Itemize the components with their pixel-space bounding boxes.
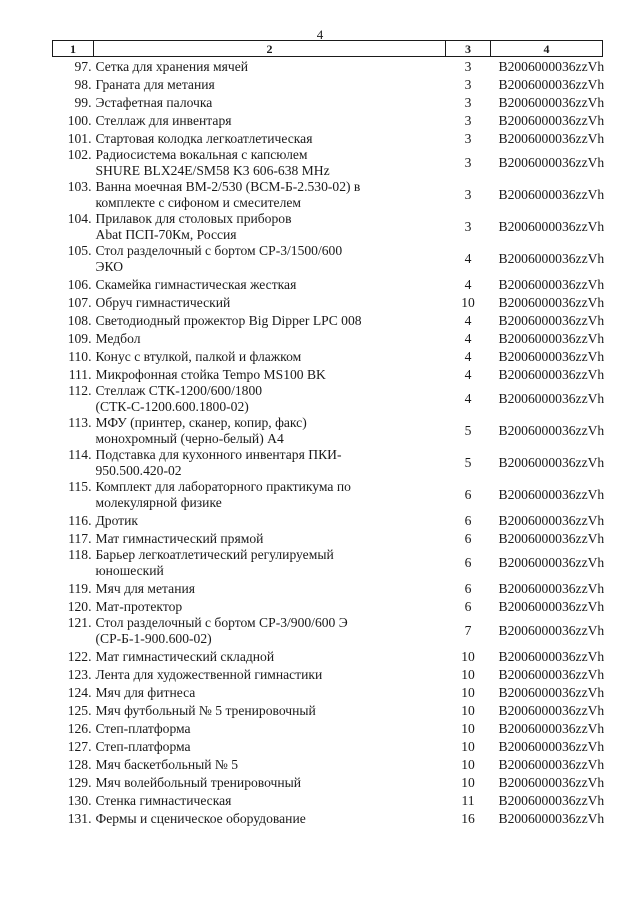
row-number: 125. — [67, 703, 92, 718]
row-number: 110. — [68, 349, 92, 364]
item-quantity: 6 — [464, 555, 472, 570]
table-row — [53, 773, 603, 791]
item-name — [94, 615, 446, 647]
row-number: 121. — [67, 615, 92, 630]
table-row — [53, 329, 603, 347]
item-name-line: юношеский — [95, 563, 164, 578]
row-number: 103. — [67, 179, 92, 194]
item-quantity: 7 — [464, 623, 472, 638]
item-code: B2006000036zzVh — [498, 59, 605, 74]
table-row — [53, 809, 603, 827]
item-name — [94, 311, 446, 329]
item-quantity: 3 — [464, 95, 472, 110]
item-code: B2006000036zzVh — [498, 313, 605, 328]
table-row — [53, 791, 603, 809]
table-row — [53, 93, 603, 111]
item-quantity: 6 — [464, 531, 472, 546]
item-quantity: 10 — [461, 775, 475, 790]
row-number: 112. — [68, 383, 92, 398]
table-row — [53, 383, 603, 415]
item-code: B2006000036zzVh — [498, 793, 605, 808]
table-row — [53, 243, 603, 275]
item-name-line: Подставка для кухонного инвентаря ПКИ- — [95, 447, 342, 462]
item-quantity: 3 — [464, 113, 472, 128]
item-name — [94, 415, 446, 447]
item-quantity: 3 — [464, 59, 472, 74]
item-name — [94, 111, 446, 129]
item-code: B2006000036zzVh — [498, 113, 605, 128]
table-row — [53, 211, 603, 243]
item-quantity: 5 — [464, 423, 472, 438]
item-code: B2006000036zzVh — [498, 623, 605, 638]
row-number: 105. — [67, 243, 92, 258]
item-name-line: Эстафетная палочка — [95, 95, 213, 110]
item-name-line: Стол разделочный с бортом СР-3/1500/600 — [95, 243, 343, 258]
row-number: 109. — [67, 331, 92, 346]
item-quantity: 10 — [461, 739, 475, 754]
table-row — [53, 511, 603, 529]
item-quantity: 10 — [461, 703, 475, 718]
table-row — [53, 615, 603, 647]
item-quantity: 3 — [464, 219, 472, 234]
row-number: 118. — [68, 547, 92, 562]
table-row — [53, 755, 603, 773]
item-name — [94, 597, 446, 615]
item-code: B2006000036zzVh — [498, 685, 605, 700]
item-name-line: Дротик — [95, 513, 139, 528]
table-row — [53, 293, 603, 311]
item-name — [94, 75, 446, 93]
item-name-line: Мяч баскетбольный № 5 — [95, 757, 239, 772]
row-number: 131. — [67, 811, 92, 826]
item-quantity: 6 — [464, 581, 472, 596]
header-col-2: 2 — [94, 41, 446, 57]
item-name — [94, 275, 446, 293]
item-quantity: 3 — [464, 155, 472, 170]
item-quantity: 4 — [464, 349, 472, 364]
item-name — [94, 529, 446, 547]
item-name — [94, 773, 446, 791]
table-row — [53, 737, 603, 755]
item-name-line: SHURE BLX24E/SM58 K3 606-638 MHz — [95, 163, 330, 178]
row-number: 102. — [67, 147, 92, 162]
item-name-line: Стеллаж для инвентаря — [95, 113, 232, 128]
row-number: 123. — [67, 667, 92, 682]
item-name — [94, 683, 446, 701]
item-name-line: молекулярной физике — [95, 495, 222, 510]
item-code: B2006000036zzVh — [498, 95, 605, 110]
item-name-line: Мяч волейбольный тренировочный — [95, 775, 302, 790]
item-name-line: Радиосистема вокальная с капсюлем — [95, 147, 308, 162]
item-name-line: Прилавок для столовых приборов — [95, 211, 292, 226]
item-name-line: Мяч для фитнеса — [95, 685, 196, 700]
table-row — [53, 111, 603, 129]
item-name-line: монохромный (черно-белый) А4 — [95, 431, 284, 446]
item-quantity: 10 — [461, 757, 475, 772]
header-col-1: 1 — [53, 41, 94, 57]
row-number: 115. — [68, 479, 92, 494]
item-name-line: Мат гимнастический складной — [95, 649, 275, 664]
row-number: 126. — [67, 721, 92, 736]
item-code: B2006000036zzVh — [498, 721, 605, 736]
item-code: B2006000036zzVh — [498, 775, 605, 790]
item-name-line: Abat ПСП-70Км, Россия — [95, 227, 237, 242]
header-col-3: 3 — [446, 41, 491, 57]
table-row — [53, 415, 603, 447]
item-name-line: Степ-платформа — [95, 721, 191, 736]
item-name — [94, 701, 446, 719]
row-number: 114. — [68, 447, 92, 462]
item-name-line: Мяч для метания — [95, 581, 196, 596]
item-name-line: Мат-протектор — [95, 599, 183, 614]
table-row — [53, 147, 603, 179]
row-number: 117. — [68, 531, 92, 546]
row-number: 101. — [67, 131, 92, 146]
item-name-line: Стеллаж СТК-1200/600/1800 — [95, 383, 263, 398]
item-code: B2006000036zzVh — [498, 649, 605, 664]
item-quantity: 10 — [461, 685, 475, 700]
row-number: 130. — [67, 793, 92, 808]
item-name — [94, 665, 446, 683]
item-name-line: Мат гимнастический прямой — [95, 531, 264, 546]
item-quantity: 4 — [464, 277, 472, 292]
item-code: B2006000036zzVh — [498, 155, 605, 170]
item-code: B2006000036zzVh — [498, 77, 605, 92]
table-body — [53, 57, 603, 828]
item-name-line: Мяч футбольный № 5 тренировочный — [95, 703, 316, 718]
item-name — [94, 243, 446, 275]
item-name — [94, 737, 446, 755]
row-number: 129. — [67, 775, 92, 790]
item-quantity: 10 — [461, 295, 475, 310]
item-code: B2006000036zzVh — [498, 581, 605, 596]
row-number: 128. — [67, 757, 92, 772]
item-name-line: Барьер легкоатлетический регулируемый — [95, 547, 334, 562]
item-name — [94, 57, 446, 76]
item-quantity: 16 — [461, 811, 475, 826]
table-row — [53, 665, 603, 683]
item-name — [94, 293, 446, 311]
item-code: B2006000036zzVh — [498, 391, 605, 406]
row-number: 99. — [74, 95, 92, 110]
item-name-line: Светодиодный прожектор Big Dipper LPC 008 — [95, 313, 362, 328]
item-name-line: Стол разделочный с бортом СР-3/900/600 Э — [95, 615, 348, 630]
items-table — [52, 40, 603, 827]
item-quantity: 3 — [464, 77, 472, 92]
item-name-line: (СТК-С-1200.600.1800-02) — [95, 399, 249, 414]
row-number: 108. — [67, 313, 92, 328]
item-code: B2006000036zzVh — [498, 219, 605, 234]
table-row — [53, 275, 603, 293]
row-number: 107. — [67, 295, 92, 310]
item-code: B2006000036zzVh — [498, 531, 605, 546]
item-code: B2006000036zzVh — [498, 487, 605, 502]
item-name-line: Ванна моечная ВМ-2/530 (ВСМ-Б-2.530-02) в — [95, 179, 361, 194]
item-code: B2006000036zzVh — [498, 703, 605, 718]
item-quantity: 4 — [464, 391, 472, 406]
table-row — [53, 579, 603, 597]
item-quantity: 10 — [461, 667, 475, 682]
table-row — [53, 529, 603, 547]
item-code: B2006000036zzVh — [498, 599, 605, 614]
item-code: B2006000036zzVh — [498, 187, 605, 202]
table-row — [53, 75, 603, 93]
item-name — [94, 147, 446, 179]
item-name-line: Микрофонная стойка Tempo MS100 BK — [95, 367, 326, 382]
row-number: 120. — [67, 599, 92, 614]
row-number: 111. — [68, 367, 92, 382]
row-number: 122. — [67, 649, 92, 664]
table-row — [53, 447, 603, 479]
item-name-line: Стенка гимнастическая — [95, 793, 232, 808]
item-name — [94, 365, 446, 383]
item-name — [94, 329, 446, 347]
item-code: B2006000036zzVh — [498, 349, 605, 364]
item-name — [94, 211, 446, 243]
table-row — [53, 347, 603, 365]
item-name — [94, 719, 446, 737]
item-name-line: Фермы и сценическое оборудование — [95, 811, 306, 826]
table-row — [53, 479, 603, 511]
item-quantity: 6 — [464, 599, 472, 614]
table-row — [53, 57, 603, 76]
item-quantity: 4 — [464, 251, 472, 266]
item-name — [94, 447, 446, 479]
item-name-line: 950.500.420-02 — [95, 463, 182, 478]
item-name — [94, 93, 446, 111]
item-name-line: Степ-платформа — [95, 739, 191, 754]
item-name — [94, 179, 446, 211]
table-row — [53, 311, 603, 329]
item-name — [94, 479, 446, 511]
item-name — [94, 511, 446, 529]
table-row — [53, 365, 603, 383]
item-quantity: 4 — [464, 313, 472, 328]
table-row — [53, 719, 603, 737]
item-name — [94, 347, 446, 365]
item-name-line: МФУ (принтер, сканер, копир, факс) — [95, 415, 307, 430]
item-code: B2006000036zzVh — [498, 251, 605, 266]
item-code: B2006000036zzVh — [498, 667, 605, 682]
item-code: B2006000036zzVh — [498, 331, 605, 346]
page-number: 4 — [316, 27, 324, 42]
row-number: 106. — [67, 277, 92, 292]
item-quantity: 3 — [464, 187, 472, 202]
item-name — [94, 383, 446, 415]
item-quantity: 10 — [461, 649, 475, 664]
item-name-line: ЭКО — [95, 259, 124, 274]
row-number: 124. — [67, 685, 92, 700]
row-number: 116. — [68, 513, 92, 528]
row-number: 119. — [68, 581, 92, 596]
item-code: B2006000036zzVh — [498, 555, 605, 570]
item-quantity: 6 — [464, 513, 472, 528]
row-number: 127. — [67, 739, 92, 754]
item-name — [94, 547, 446, 579]
item-code: B2006000036zzVh — [498, 423, 605, 438]
item-code: B2006000036zzVh — [498, 757, 605, 772]
item-name-line: Комплект для лабораторного практикума по — [95, 479, 351, 494]
item-name — [94, 579, 446, 597]
table-header-row — [53, 41, 603, 57]
item-name-line: Конус с втулкой, палкой и флажком — [95, 349, 302, 364]
item-name — [94, 755, 446, 773]
item-name — [94, 809, 446, 827]
item-quantity: 3 — [464, 131, 472, 146]
item-code: B2006000036zzVh — [498, 367, 605, 382]
row-number: 100. — [67, 113, 92, 128]
row-number: 104. — [67, 211, 92, 226]
item-name — [94, 129, 446, 147]
item-name-line: Сетка для хранения мячей — [95, 59, 249, 74]
item-name — [94, 791, 446, 809]
row-number: 97. — [74, 59, 92, 74]
item-name-line: Лента для художественной гимнастики — [95, 667, 323, 682]
item-name — [94, 647, 446, 665]
item-quantity: 10 — [461, 721, 475, 736]
item-name-line: комплекте с сифоном и смесителем — [95, 195, 301, 210]
item-quantity: 11 — [461, 793, 475, 808]
header-col-4: 4 — [491, 41, 603, 57]
table-row — [53, 129, 603, 147]
table-row — [53, 701, 603, 719]
item-name-line: Медбол — [95, 331, 141, 346]
table-row — [53, 179, 603, 211]
row-number: 113. — [68, 415, 92, 430]
table-row — [53, 547, 603, 579]
item-name-line: Стартовая колодка легкоатлетическая — [95, 131, 313, 146]
table-row — [53, 683, 603, 701]
item-name-line: Граната для метания — [95, 77, 215, 92]
item-quantity: 4 — [464, 367, 472, 382]
item-quantity: 6 — [464, 487, 472, 502]
item-name-line: Обруч гимнастический — [95, 295, 231, 310]
table-row — [53, 597, 603, 615]
item-code: B2006000036zzVh — [498, 739, 605, 754]
item-code: B2006000036zzVh — [498, 513, 605, 528]
item-name-line: (СР-Б-1-900.600-02) — [95, 631, 212, 646]
item-code: B2006000036zzVh — [498, 811, 605, 826]
item-code: B2006000036zzVh — [498, 277, 605, 292]
item-code: B2006000036zzVh — [498, 131, 605, 146]
item-quantity: 4 — [464, 331, 472, 346]
item-code: B2006000036zzVh — [498, 455, 605, 470]
item-quantity: 5 — [464, 455, 472, 470]
row-number: 98. — [74, 77, 92, 92]
item-name-line: Скамейка гимнастическая жесткая — [95, 277, 297, 292]
item-code: B2006000036zzVh — [498, 295, 605, 310]
table-row — [53, 647, 603, 665]
